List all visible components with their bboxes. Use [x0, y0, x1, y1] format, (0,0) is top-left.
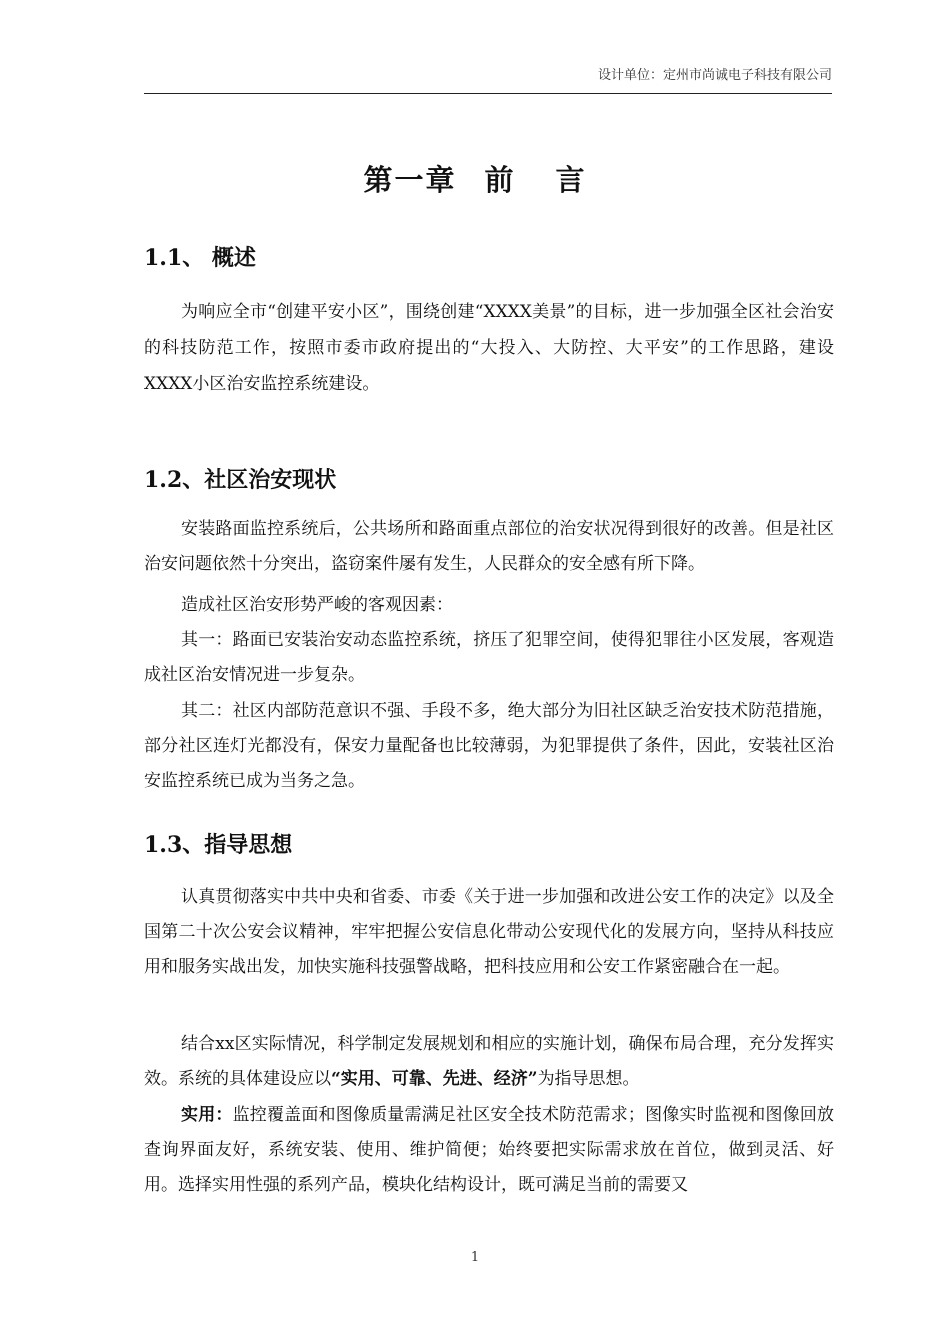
page-number: 1	[470, 1250, 480, 1265]
chapter-word-1: 前	[484, 163, 516, 197]
paragraph-status-intro: 安装路面监控系统后，公共场所和路面重点部位的治安状况得到很好的改善。但是社区治安问题依然十分突出，盗窃案件屡有发生，人民群众的安全感有所下降。	[144, 519, 834, 574]
page-header	[144, 64, 832, 94]
chapter-title	[0, 158, 950, 199]
section-title-guiding-ideology: 1.3、指导思想	[144, 832, 293, 858]
guiding-2-text-after: 为指导思想。	[537, 1069, 640, 1089]
guiding-2-text-before: 结合xx区实际情况，科学制定发展规划和相应的实施计划，确保布局合理，充分发挥实效。系统的具体建设应以	[144, 1034, 834, 1089]
paragraph-status-second: 其二：社区内部防范意识不强、手段不多，绝大部分为旧社区缺乏治安技术防范措施，部分社区连灯光都没有，保安力量配备也比较薄弱，为犯罪提供了条件，因此，安装社区治安监控系统已成为当务之急。	[144, 701, 834, 791]
paragraph-status-first: 其一：路面已安装治安动态监控系统，挤压了犯罪空间，使得犯罪往小区发展，客观造成社区治安情况进一步复杂。	[144, 630, 834, 685]
paragraph-practical	[144, 1098, 834, 1203]
design-unit: 设计单位：定州市尚诚电子科技有限公司	[597, 68, 832, 83]
paragraph-overview: 为响应全市“创建平安小区”，围绕创建“XXXX美景”的目标，进一步加强全区社会治安的科技防范工作，按照市委市政府提出的“大投入、大防控、大平安”的工作思路，建设XXXX小区治安监控系统建设。	[144, 302, 834, 394]
practical-text: 监控覆盖面和图像质量需满足社区安全技术防范需求；图像实时监视和图像回放查询界面友好，系统安装、使用、维护简便；始终要把实际需求放在首位，做到灵活、好用。选择实用性强的系列产品，模块化结构设计，既可满足当前的需要又	[144, 1105, 835, 1195]
chapter-prefix: 第一章	[363, 163, 457, 197]
section-title-community-status: 1.2、社区治安现状	[144, 467, 337, 493]
section-title-overview: 1.1、 概述	[144, 245, 256, 271]
paragraph-guiding-1: 认真贯彻落实中共中央和省委、市委《关于进一步加强和改进公安工作的决定》以及全国第二十次公安会议精神，牢牢把握公安信息化带动公安现代化的发展方向，坚持从科技应用和服务实战出发，加快实施科技强警战略，把科技应用和公安工作紧密融合在一起。	[144, 887, 834, 977]
paragraph-guiding-2	[144, 1027, 834, 1097]
guiding-principles-bold: “实用、可靠、先进、经济”	[331, 1069, 538, 1089]
chapter-word-2: 言	[555, 163, 587, 197]
practical-label: 实用：	[181, 1105, 233, 1125]
paragraph-status-factors: 造成社区治安形势严峻的客观因素：	[181, 595, 453, 615]
